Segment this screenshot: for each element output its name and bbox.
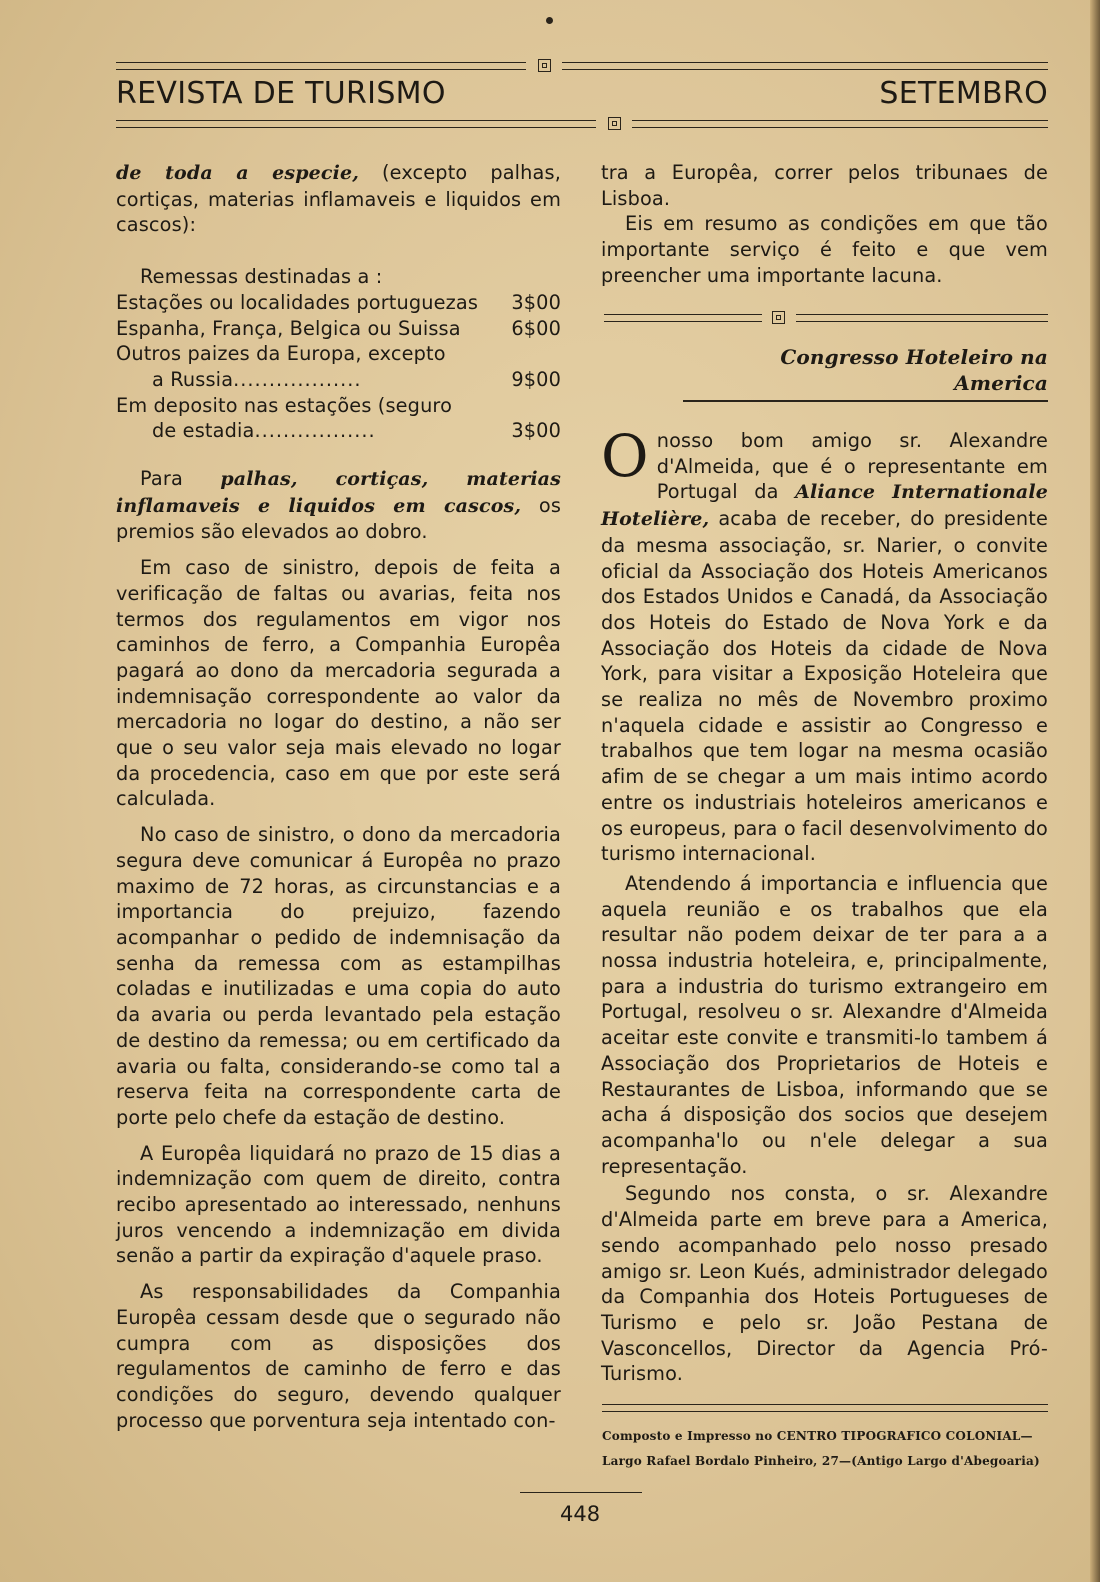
segundo-paragraph: Segundo nos consta, o sr. Alexandre d'Almeida parte em breve para a America, sendo acompanhado pelo nosso presado amigo sr. Leon Kués, administrador delegado da Companhia dos Hoteis Portugueses de Turismo e pelo sr. João Pestana de Vasconcellos, Director da Agencia Pró-Turismo.: [601, 1182, 1048, 1386]
rate-row: [116, 290, 561, 316]
rate-label: a Russia: [152, 367, 234, 391]
dot-leader: ..................: [233, 367, 362, 391]
rate-leader: [152, 367, 362, 393]
header-rule-left: [116, 62, 526, 70]
ornament-icon: [608, 117, 621, 130]
rate-row: [116, 418, 561, 444]
rate-price: 9$00: [511, 367, 561, 391]
rate-row: [116, 316, 561, 342]
amigo-paragraph: [601, 422, 1048, 867]
intro-paragraph: [116, 160, 561, 238]
rates-table: [116, 290, 561, 444]
colophon-line-2: Largo Rafael Bordalo Pinheiro, 27—(Antigo Largo d'Abegoaria): [602, 1454, 1040, 1468]
page-edge: [1090, 0, 1100, 1582]
atendendo-paragraph: Atendendo á importancia e influencia que aquela reunião e os trabalhos que ela resultar não podem deixar de ter para a a nossa industria hoteleira, e, principalmente, para a industria do turismo extrangeiro em Portugal, resolveu o sr. Alexandre d'Almeida aceitar este convite e transmiti-lo tambem á Associação dos Proprietarios de Hoteis e Restaurantes de Lisboa, informando que se acha á disposição dos socios que desejem acompanha'lo ou n'ele delegar a sua representação.: [601, 871, 1048, 1178]
para-text: os premios são elevados ao dobro.: [116, 493, 562, 544]
amigo-text-b: acaba de receber, do presidente da mesma associação, sr. Narier, o convite oficial da Associação dos Hoteis Americanos dos Estados Unidos e Canadá, da Associação dos Hoteis do Estado de Nova York e da Associação dos Hoteis da cidade de Nova York, para visitar a Exposição Hoteleira que se realiza no mês de Novembro proximo n'aquela cidade e assistir ao Congresso e trabalhos que tem logar na mesma ocasião afim de se chegar a um mais intimo acordo entre os industriais hoteleiros americanos e os europeus, para o facil desenvolvimento do turismo internacional.: [601, 507, 1048, 866]
header-rule-right-2: [632, 120, 1048, 128]
section-rule-left: [604, 314, 762, 322]
rate-label: Outros paizes da Europa, excepto: [116, 342, 446, 366]
para-prefix: Para: [140, 467, 221, 491]
ornament-icon: [538, 59, 551, 72]
dono-paragraph: No caso de sinistro, o dono da mercadoria segura deve comunicar á Europêa no prazo maximo de 72 horas, as circunstancias e a importancia do prejuizo, fazendo acompanhar o pedido de indemnisação da senha da remessa com as estampilhas coladas e inutilizadas e uma copia do auto da avaria ou perda levantado pela estação de destino da remessa; ou em certificado da avaria ou falta, considerando-se como tal a reserva feita na correspondente carta de porte pelo chefe da estação de destino.: [116, 823, 561, 1129]
double-premium-paragraph: [116, 466, 561, 545]
amigo-text-a: nosso bom amigo sr. Alexandre d'Almeida, que é o representante em Portugal da: [656, 429, 1048, 504]
dot-leader: .................: [254, 419, 376, 443]
intro-text: (excepto palhas, cortiças, materias inflamaveis e liquidos em cascos):: [116, 161, 561, 237]
liquidara-paragraph: A Europêa liquidará no prazo de 15 dias a indemnização com quem de direito, contra recibo apresentado ao interessado, nenhuns juros vencendo a indemnização em divida senão a partir da expiração d'aquele praso.: [116, 1141, 561, 1268]
alliance-name: Aliance Internationale Hotelière,: [601, 481, 1048, 531]
rate-row: [116, 367, 561, 393]
colophon-line-1: Composto e Impresso no CENTRO TIPOGRAFICO COLONIAL—: [602, 1429, 1033, 1443]
rate-price: 3$00: [511, 290, 561, 314]
rate-label: Estações ou localidades portuguezas: [116, 290, 479, 314]
ornament-icon: [772, 311, 785, 324]
rate-row: [116, 341, 561, 367]
header-rule-left-2: [116, 120, 596, 128]
header-rule-right: [562, 62, 1048, 70]
rate-label: de estadia: [152, 419, 255, 443]
rate-leader: [152, 418, 376, 444]
rate-label: Espanha, França, Belgica ou Suissa: [116, 316, 461, 340]
continuation-paragraph: tra a Europêa, correr pelos tribunaes de Lisboa.: [601, 161, 1048, 210]
ink-dot: [546, 17, 553, 24]
right-column: [601, 160, 1048, 289]
responsabilidades-paragraph: As responsabilidades da Companhia Europêa cessam desde que o segurado não cumpra com as disposições dos regulamentos de caminho de ferro e das condições do seguro, devendo qualquer processo que porventura seja intentado con-: [116, 1280, 561, 1432]
magazine-title: REVISTA DE TURISMO: [116, 76, 446, 111]
rate-row: [116, 393, 561, 419]
rate-label: Em deposito nas estações (seguro: [116, 393, 453, 417]
congress-article: [601, 344, 1048, 1387]
resumo-paragraph: Eis em resumo as condições em que tão importante serviço é feito e que vem preencher uma importante lacuna.: [601, 212, 1048, 287]
rates-title: Remessas destinadas a :: [140, 265, 383, 289]
article-heading: Congresso Hoteleiro na America: [683, 344, 1048, 402]
drop-cap: O: [601, 422, 649, 490]
section-rule-right: [796, 314, 1048, 322]
sinistro-paragraph: Em caso de sinistro, depois de feita a verificação de faltas ou avarias, feita nos termos dos regulamentos em vigor nos caminhos de ferro, a Companhia Europêa pagará ao dono da mercadoria segurada a indemnisação correspondente ao valor da mercadoria no logar do destino, a não ser que o seu valor seja mais elevado no logar da procedencia, caso em que por este será calculada.: [116, 556, 561, 811]
page-number: 448: [560, 1502, 601, 1526]
page-number-rule: [520, 1492, 642, 1493]
colophon-rule: [602, 1404, 1048, 1412]
issue-month: SETEMBRO: [879, 76, 1048, 111]
left-column: [116, 160, 561, 1433]
rate-price: 3$00: [511, 419, 561, 443]
intro-italic: de toda a especie,: [116, 162, 359, 184]
rate-price: 6$00: [511, 316, 561, 340]
para-italic: palhas, cortiças, materias inflamaveis e liquidos em cascos,: [116, 468, 561, 517]
